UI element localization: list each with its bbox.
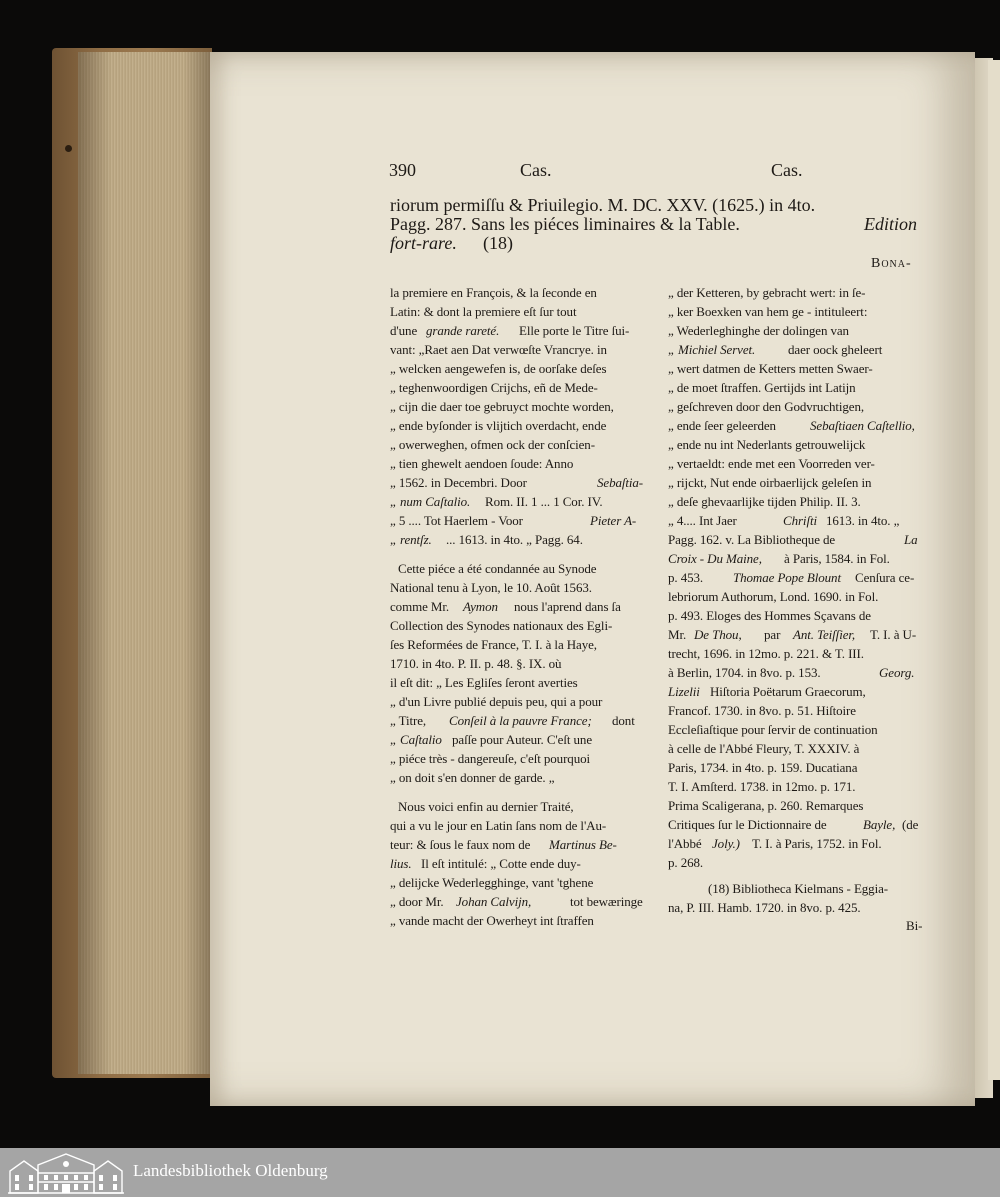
text-line: qui a vu le jour en Latin ſans nom de l'Au- bbox=[390, 818, 607, 833]
text-line: Pagg. 162. v. La Bibliotheque de bbox=[668, 532, 836, 547]
text-line: à celle de l'Abbé Fleury, T. XXXIV. à bbox=[668, 741, 860, 756]
text-line: „ d'un Livre publié depuis peu, qui a pour bbox=[390, 694, 603, 709]
text-line: Rom. II. 1 ... 1 Cor. IV. bbox=[485, 494, 603, 509]
library-name[interactable]: Landesbibliothek Oldenburg bbox=[133, 1161, 328, 1180]
library-building-logo-icon bbox=[8, 1151, 124, 1195]
text-line: Lizelii bbox=[668, 684, 700, 699]
text-line: d'une bbox=[390, 323, 418, 338]
text-line: l'Abbé bbox=[668, 836, 702, 851]
text-line: Croix - Du Maine, bbox=[668, 551, 762, 566]
text-line: Chriſti bbox=[783, 513, 817, 528]
text-line: p. 268. bbox=[668, 855, 704, 870]
text-line: Michiel Servet. bbox=[678, 342, 756, 357]
text-line: Conſeil à la pauvre France; bbox=[449, 713, 592, 728]
text-line: „ owerweghen, ofmen ock der conſcien- bbox=[390, 437, 595, 452]
text-line: Nous voici enfin au dernier Traité, bbox=[398, 799, 574, 814]
text-line: par bbox=[764, 627, 781, 642]
footnote-line: (18) Bibliotheca Kielmans - Eggia- bbox=[708, 881, 888, 896]
text-line: „ bbox=[390, 532, 396, 547]
main-entry-line: (18) bbox=[483, 233, 513, 253]
text-line: Prima Scaligerana, p. 260. Remarques bbox=[668, 798, 864, 813]
text-line: Pieter A- bbox=[590, 513, 637, 528]
text-line: „ ker Boexken van hem ge - intituleert: bbox=[668, 304, 868, 319]
text-line: „ Wederleghinghe der dolingen van bbox=[668, 323, 849, 338]
running-head-right: Cas. bbox=[771, 160, 803, 180]
text-line: „ 5 .... Tot Haerlem - Voor bbox=[390, 513, 523, 528]
text-line: lius. bbox=[390, 856, 412, 871]
main-entry-line: riorum permiſſu & Priuilegio. M. DC. XXV. (1625.) in 4to. bbox=[390, 195, 816, 215]
text-line: nous l'aprend dans ſa bbox=[514, 599, 621, 614]
text-line: „ der Ketteren, by gebracht wert: in ſe- bbox=[668, 285, 866, 300]
catchword-bottom: Bi- bbox=[906, 918, 923, 933]
text-line: Johan Calvijn, bbox=[456, 894, 532, 909]
text-line: 1613. in 4to. „ bbox=[826, 513, 900, 528]
text-line: „ geſchreven door den Godvruchtigen, bbox=[668, 399, 865, 414]
text-line: Elle porte le Titre ſui- bbox=[519, 323, 630, 338]
text-line: T. I. à U- bbox=[870, 627, 917, 642]
text-line: Hiſtoria Poëtarum Graecorum, bbox=[710, 684, 866, 699]
facing-page-strip bbox=[988, 60, 1000, 1080]
text-line: T. I. à Paris, 1752. in Fol. bbox=[752, 836, 882, 851]
text-line: Ant. Teiſſier, bbox=[793, 627, 856, 642]
text-line: „ ende ſeer geleerden bbox=[668, 418, 776, 433]
text-line: p. 453. bbox=[668, 570, 704, 585]
text-line: „ bbox=[668, 342, 674, 357]
text-line: Critiques ſur le Dictionnaire de bbox=[668, 817, 827, 832]
text-line: „ on doit s'en donner de garde. „ bbox=[390, 770, 555, 785]
text-line: Sebaſtiaen Caſtellio, bbox=[810, 418, 915, 433]
text-line: teur: & ſous le faux nom de bbox=[390, 837, 531, 852]
text-line: la premiere en François, & la ſeconde en bbox=[390, 285, 597, 300]
text-line: Mr. bbox=[668, 627, 687, 642]
text-line: Aymon bbox=[463, 599, 498, 614]
text-line: num Caſtalio. bbox=[400, 494, 471, 509]
text-line: „ bbox=[390, 732, 396, 747]
text-line: trecht, 1696. in 12mo. p. 221. & T. III. bbox=[668, 646, 864, 661]
text-line: à Berlin, 1704. in 8vo. p. 153. bbox=[668, 665, 821, 680]
text-line: à Paris, 1584. in Fol. bbox=[784, 551, 890, 566]
text-line: vant: „Raet aen Dat verwœſte Vrancrye. in bbox=[390, 342, 607, 357]
text-line: „ teghenwoordigen Crijchs, eñ de Mede- bbox=[390, 380, 598, 395]
text-line: Paris, 1734. in 4to. p. 159. Ducatiana bbox=[668, 760, 858, 775]
footnote-line: na, P. III. Hamb. 1720. in 8vo. p. 425. bbox=[668, 900, 861, 915]
text-line: Latin: & dont la premiere eſt ſur tout bbox=[390, 304, 577, 319]
text-line: „ de moet ſtraffen. Gertijds int Latijn bbox=[668, 380, 856, 395]
running-head-left: Cas. bbox=[520, 160, 552, 180]
text-line: „ 4.... Int Jaer bbox=[668, 513, 737, 528]
text-line: p. 493. Eloges des Hommes Sçavans de bbox=[668, 608, 871, 623]
text-line: Joly.) bbox=[712, 836, 740, 851]
text-line: „ deſe ghevaarlijke tijden Philip. II. 3. bbox=[668, 494, 861, 509]
main-entry-line: Pagg. 287. Sans les piéces liminaires & la Table. bbox=[390, 214, 740, 234]
main-entry-line: fort-rare. bbox=[390, 233, 457, 253]
text-line: „ tien ghewelt aendoen ſoude: Anno bbox=[390, 456, 574, 471]
text-line: De Thou, bbox=[694, 627, 742, 642]
text-line: grande rareté. bbox=[426, 323, 500, 338]
catchword-top: Bona- bbox=[871, 256, 912, 271]
text-line: „ welcken aengewefen is, de oorſake deſes bbox=[390, 361, 607, 376]
text-line: Cette piéce a été condannée au Synode bbox=[398, 561, 597, 576]
text-line: Martinus Be- bbox=[549, 837, 617, 852]
text-line: lebriorum Authorum, Lond. 1690. in Fol. bbox=[668, 589, 879, 604]
text-line: „ Titre, bbox=[390, 713, 427, 728]
text-line: „ vertaeldt: ende met een Voorreden ver- bbox=[668, 456, 875, 471]
text-line: il eſt dit: „ Les Egliſes ſeront averties bbox=[390, 675, 578, 690]
text-line: Collection des Synodes nationaux des Egli- bbox=[390, 618, 613, 633]
text-line: daer oock gheleert bbox=[788, 342, 883, 357]
text-line: Caſtalio bbox=[400, 732, 442, 747]
text-line: „ 1562. in Decembri. Door bbox=[390, 475, 527, 490]
text-line: paſſe pour Auteur. C'eſt une bbox=[452, 732, 592, 747]
text-line: Francof. 1730. in 8vo. p. 51. Hiſtoire bbox=[668, 703, 856, 718]
text-line: Bayle, bbox=[863, 817, 896, 832]
main-entry-line: Edition bbox=[864, 214, 917, 234]
text-line: Eccleſiaſtique pour ſervir de continuation bbox=[668, 722, 878, 737]
text-line: „ piéce très - dangereuſe, c'eſt pourquoi bbox=[390, 751, 591, 766]
page-number: 390 bbox=[389, 160, 416, 180]
text-line: rentſz. bbox=[400, 532, 432, 547]
text-line: „ ende byſonder is vlijtich overdacht, ende bbox=[390, 418, 607, 433]
text-line: Cenſura ce- bbox=[855, 570, 915, 585]
text-line: National tenu à Lyon, le 10. Août 1563. bbox=[390, 580, 592, 595]
text-line: comme Mr. bbox=[390, 599, 450, 614]
text-line: „ ende nu int Nederlants getrouwelijck bbox=[668, 437, 866, 452]
text-line: (de bbox=[902, 817, 919, 832]
page-edges-shade bbox=[78, 52, 210, 1074]
text-line: ſes Reformées de France, T. I. à la Haye, bbox=[390, 637, 597, 652]
text-line: „ bbox=[390, 494, 396, 509]
text-line: „ door Mr. bbox=[390, 894, 444, 909]
text-line: „ rijckt, Nut ende oirbaerlijck geleſen in bbox=[668, 475, 872, 490]
text-line: 1710. in 4to. P. II. p. 48. §. IX. où bbox=[390, 656, 562, 671]
cover-nail bbox=[65, 145, 72, 152]
text-line: „ delijcke Wederlegghinge, vant 'tghene bbox=[390, 875, 594, 890]
text-line: Georg. bbox=[879, 665, 915, 680]
text-line: La bbox=[904, 532, 918, 547]
text-line: ... 1613. in 4to. „ Pagg. 64. bbox=[446, 532, 583, 547]
text-line: Thomae Pope Blount bbox=[733, 570, 841, 585]
text-line: Il eſt intitulé: „ Cotte ende duy- bbox=[421, 856, 581, 871]
text-line: T. I. Amſterd. 1738. in 12mo. p. 171. bbox=[668, 779, 856, 794]
text-line: „ vande macht der Owerheyt int ſtraffen bbox=[390, 913, 594, 928]
text-line: „ cijn die daer toe gebruyct mochte worden, bbox=[390, 399, 614, 414]
text-line: dont bbox=[612, 713, 635, 728]
text-line: „ wert datmen de Ketters metten Swaer- bbox=[668, 361, 873, 376]
text-line: tot bewæringe bbox=[570, 894, 643, 909]
text-line: Sebaſtia- bbox=[597, 475, 644, 490]
